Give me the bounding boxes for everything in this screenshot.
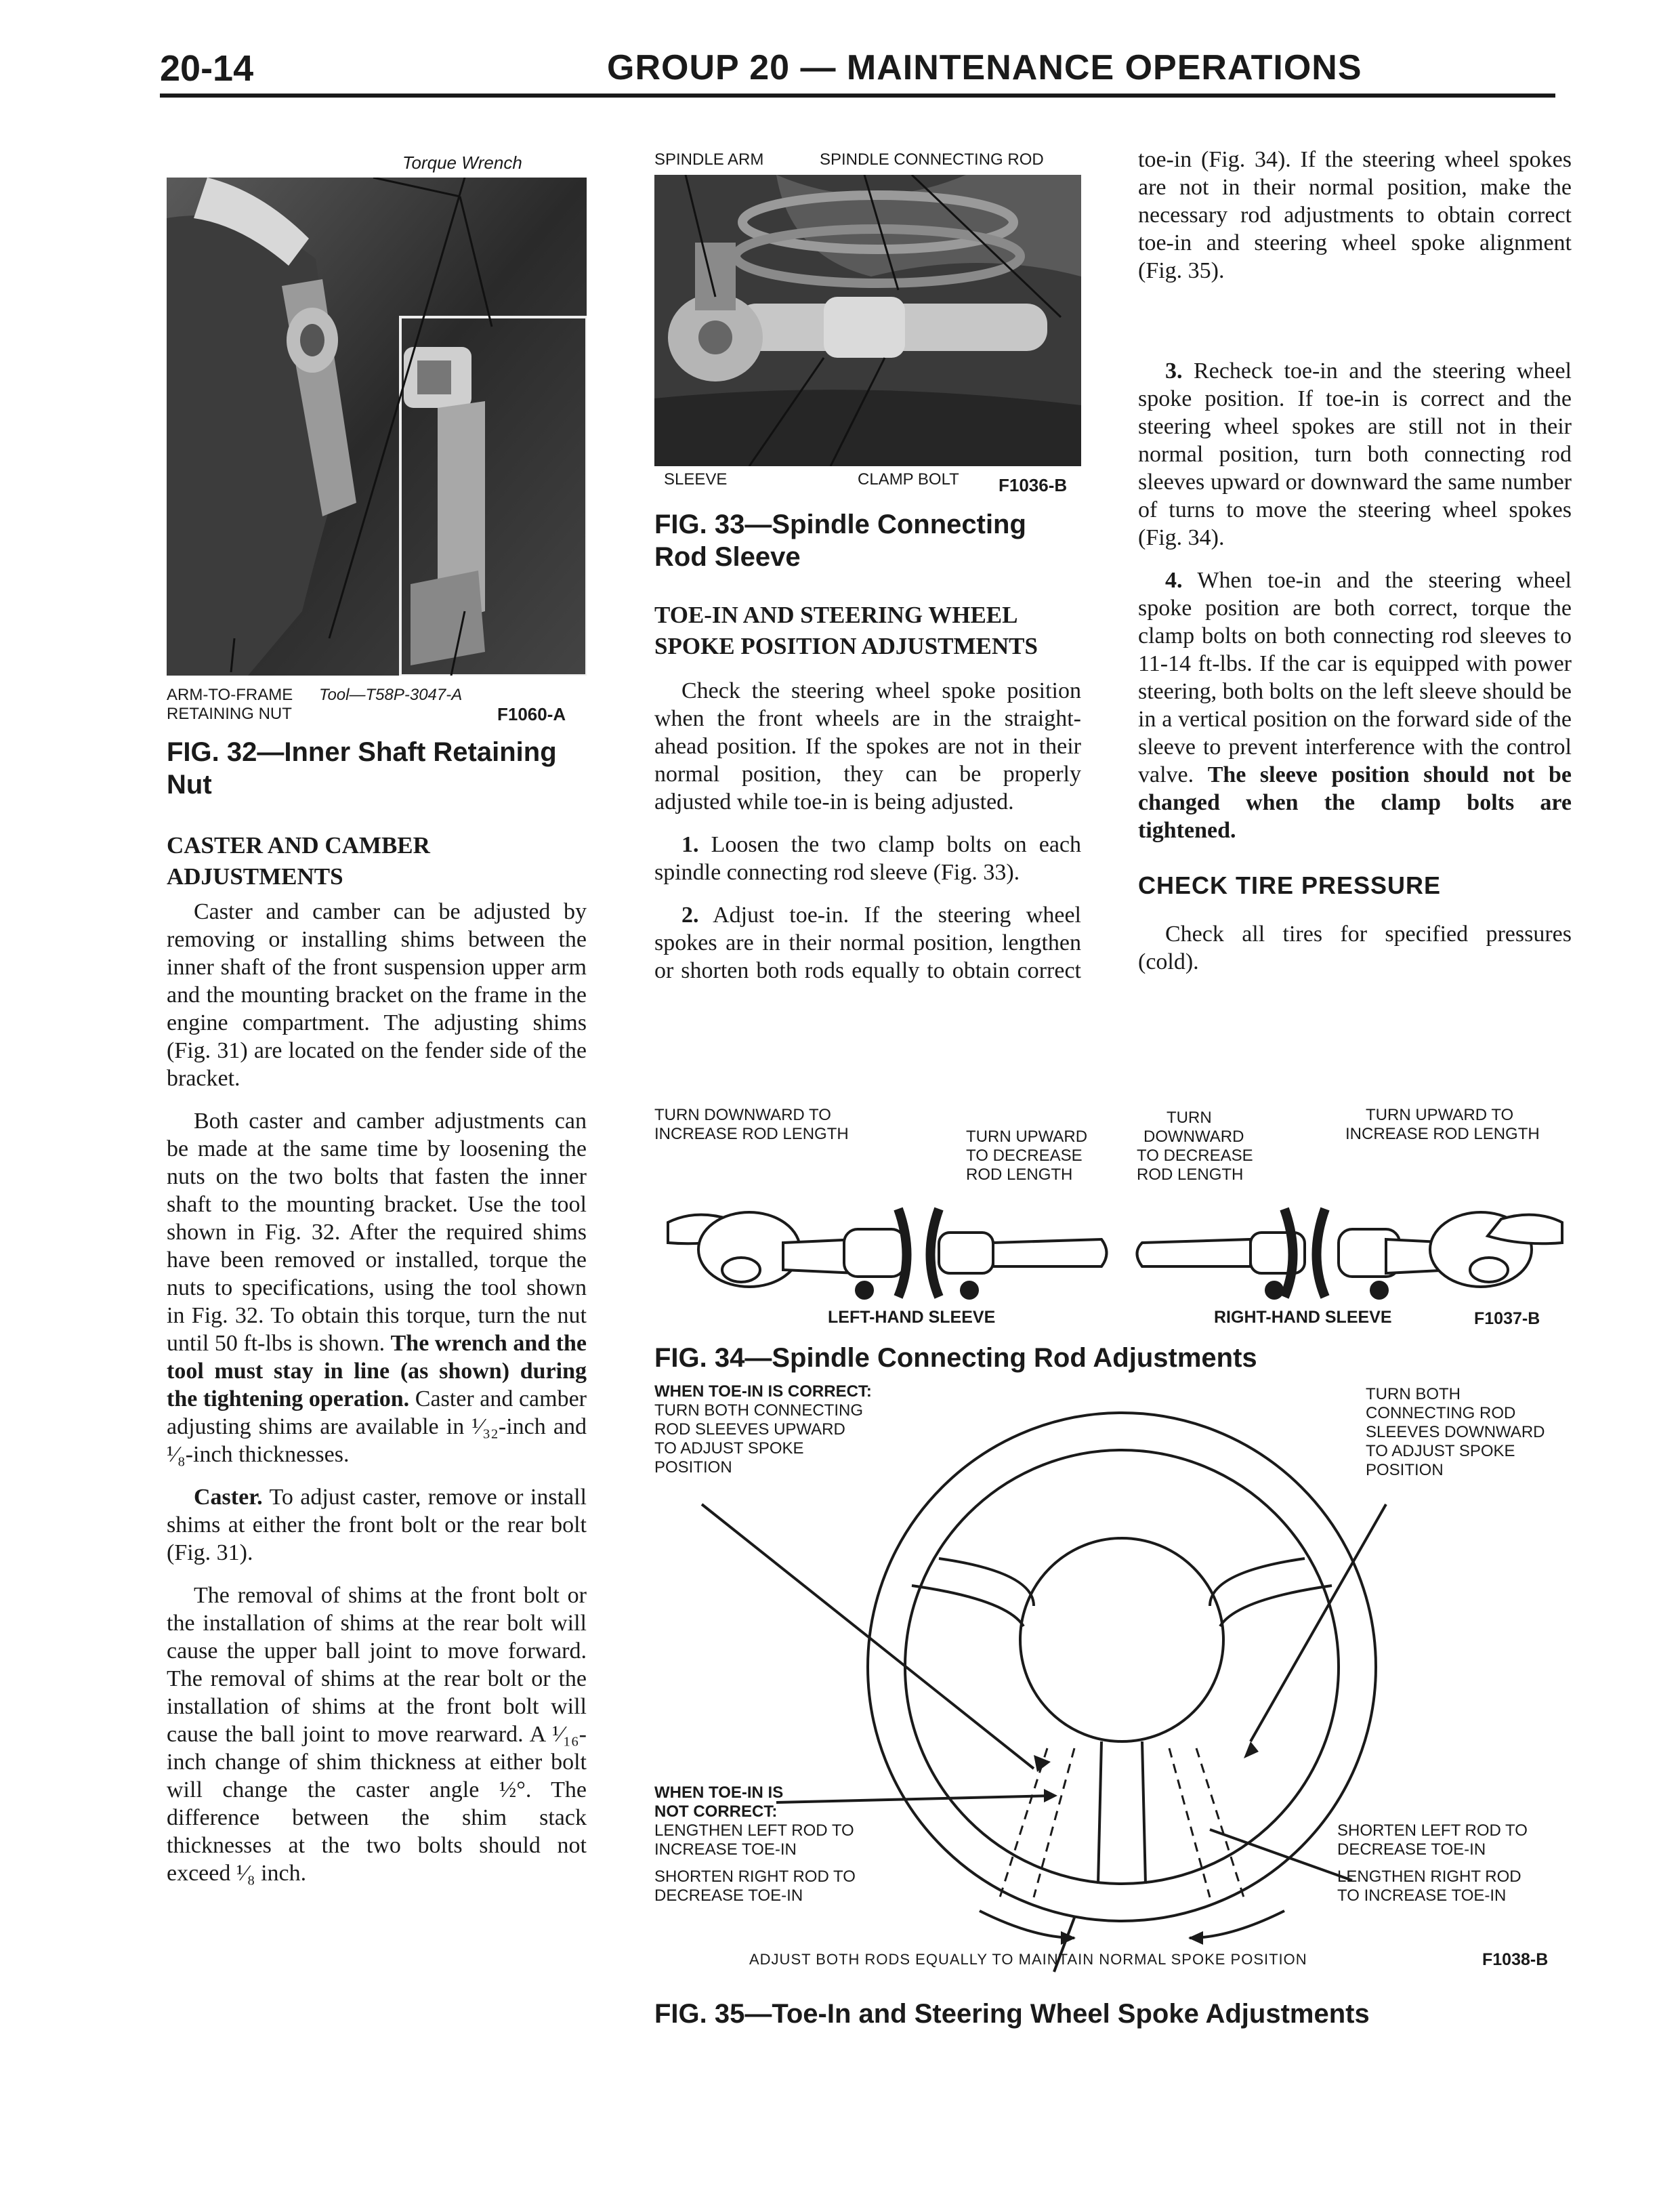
fig32-label-tool: Tool—T58P-3047-A <box>319 686 463 704</box>
fig35-not-head-2: NOT CORRECT: <box>654 1802 778 1821</box>
fig35-right-3: SLEEVES DOWNWARD <box>1366 1423 1545 1441</box>
fig35-r-3: LENGTHEN RIGHT ROD <box>1337 1867 1521 1886</box>
toe-step2-cont <box>1138 146 1572 342</box>
fig34 <box>654 1106 1573 1373</box>
fig35-not-1: LENGTHEN LEFT ROD TO <box>654 1821 854 1840</box>
fig34-caption: FIG. 34—Spindle Connecting Rod Adjustments <box>654 1343 1257 1373</box>
caster-p3-bold: Caster. <box>194 1485 263 1510</box>
fig35-not-2: INCREASE TOE-IN <box>654 1840 797 1859</box>
fig35-r-1: SHORTEN LEFT ROD TO <box>1337 1821 1528 1840</box>
toe-step3-num: 3. <box>1165 358 1183 384</box>
fig35-not-head-1: WHEN TOE-IN IS <box>654 1783 784 1802</box>
header-rule <box>160 94 1555 98</box>
fig33-label-sleeve: SLEEVE <box>664 470 728 489</box>
fig32-photo-drawing <box>167 178 587 676</box>
toe-step1-num: 1. <box>681 832 699 857</box>
toe-step4-num: 4. <box>1165 568 1183 593</box>
fig33-caption: FIG. 33—Spindle Connecting Rod Sleeve <box>654 510 1026 572</box>
fig32-label-torque-wrench: Torque Wrench <box>402 152 522 173</box>
caster-p3-text: To adjust caster, remove or install shims at either the front bolt or the rear bolt (Fig. 31). <box>167 1485 587 1565</box>
fig32-caption: FIG. 32—Inner Shaft Retaining Nut <box>167 737 557 800</box>
fig34-l2a: TURN UPWARD <box>966 1128 1088 1146</box>
fig32-label-nut-2: RETAINING NUT <box>167 705 292 723</box>
caster-p2-bold: The wrench and the tool must stay in line (as shown) during the tightening operation. <box>167 1331 587 1411</box>
fig34-code: F1037-B <box>1474 1309 1540 1328</box>
caster-section <box>167 830 587 1902</box>
caster-p4: The removal of shims at the front bolt or the installation of shims at the rear bolt will cause the upper ball joint to move forward. The removal of shims at the rear bolt or the installation of shims at the front bolt will cause the ball joint to move rearward. A ¹⁄₁₆-inch change of shim thickness at either bolt will change the caster angle ½°. The difference between the shim stack thicknesses at the two bolts should not exceed ¹⁄₈ inch. <box>167 1583 587 1886</box>
fig32-code: F1060-A <box>497 704 566 724</box>
fig34-l4a: TURN UPWARD TO <box>1366 1106 1514 1124</box>
fig34-l1b: INCREASE ROD LENGTH <box>654 1125 849 1143</box>
fig35-not-3: SHORTEN RIGHT ROD TO <box>654 1867 856 1886</box>
fig34-l3b: DOWNWARD <box>1143 1128 1244 1146</box>
fig35-right-5: POSITION <box>1366 1461 1444 1479</box>
toe-step1-text: Loosen the two clamp bolts on each spindle connecting rod sleeve (Fig. 33). <box>654 832 1081 885</box>
fig35-bottom-label: ADJUST BOTH RODS EQUALLY TO MAINTAIN NORMAL SPOKE POSITION <box>749 1951 1307 1968</box>
toe-step3 <box>1138 357 1572 552</box>
fig33-label-connecting-rod: SPINDLE CONNECTING ROD <box>820 150 1044 169</box>
toe-step1 <box>654 831 1081 886</box>
toe-step4-text: When toe-in and the steering wheel spoke position are both correct, torque the clamp bolts on both connecting rod sleeves to 11-14 ft-lbs. If the car is equipped with power steering, both bolts on the left sleeve should be in a vertical position on the forward side of the sleeve to prevent interference with the control valve. <box>1138 568 1572 787</box>
fig35 <box>654 1382 1573 2046</box>
fig33-label-spindle-arm: SPINDLE ARM <box>654 150 764 169</box>
fig35-r-2: DECREASE TOE-IN <box>1337 1840 1486 1859</box>
fig34-l2c: ROD LENGTH <box>966 1165 1073 1184</box>
fig32-photo <box>167 178 587 676</box>
fig35-correct-4: POSITION <box>654 1458 732 1477</box>
fig34-left-sleeve: LEFT-HAND SLEEVE <box>828 1308 996 1327</box>
fig35-correct-3: TO ADJUST SPOKE <box>654 1439 804 1458</box>
tire-heading: CHECK TIRE PRESSURE <box>1138 871 1442 899</box>
fig35-correct-2: ROD SLEEVES UPWARD <box>654 1420 845 1439</box>
fig34-l1a: TURN DOWNWARD TO <box>654 1106 831 1124</box>
group-title: GROUP 20 — MAINTENANCE OPERATIONS <box>607 48 1362 87</box>
toe-step2-cont-body: toe-in (Fig. 34). If the steering wheel spokes are not in their normal position, make the necessary rod adjustments to obtain correct toe-in and steering wheel spoke alignment (Fig. 35). <box>1138 147 1572 283</box>
fig34-l4b: INCREASE ROD LENGTH <box>1345 1125 1540 1143</box>
fig32-label-nut-1: ARM-TO-FRAME <box>167 686 293 704</box>
toe-step2-text: Adjust toe-in. If the steering wheel spokes are in their normal position, lengthen or shorten both rods equally to obtain correct <box>654 903 1081 983</box>
fig33 <box>654 150 1081 584</box>
fig34-l3a: TURN <box>1167 1109 1212 1127</box>
fig34-l2b: TO DECREASE <box>966 1147 1083 1165</box>
fig34-drawing <box>654 1182 1573 1317</box>
fig33-label-clamp-bolt: CLAMP BOLT <box>858 470 959 489</box>
fig33-code: F1036-B <box>999 475 1068 495</box>
caster-heading: CASTER AND CAMBER ADJUSTMENTS <box>167 832 430 890</box>
page-header <box>160 47 1555 95</box>
toe-step2-cont-text <box>1138 146 1572 285</box>
toe-step2-num: 2. <box>681 903 699 928</box>
toe-step2-start <box>654 901 1081 984</box>
caster-p1: Caster and camber can be adjusted by removing or installing shims between the inner shaft of the front suspension upper arm and the mounting bracket on the frame in the engine compartment. The adjusting shims (Fig. 31) are located on the fender side of the bracket. <box>167 899 587 1091</box>
fig35-not-4: DECREASE TOE-IN <box>654 1886 803 1905</box>
toe-p1: Check the steering wheel spoke position when the front wheels are in the straight-ahead position. If the spokes are not in their normal position, they can be properly adjusted while toe-in is being adjusted. <box>654 678 1081 814</box>
caster-p2-b: Caster and camber adjusting shims are available in ¹⁄₃₂-inch and ¹⁄₈-inch thicknesses. <box>167 1386 587 1467</box>
toe-heading: TOE-IN AND STEERING WHEEL SPOKE POSITION ADJUSTMENTS <box>654 602 1038 659</box>
toe-step4-bold: The sleeve position should not be changed when the clamp bolts are tightened. <box>1138 762 1572 843</box>
toe-section-b <box>1138 146 1572 991</box>
toe-step3-text: Recheck toe-in and the steering wheel spoke position. If toe-in is correct and the steering wheel spokes are still not in their normal position, turn both connecting rod sleeves upward or downward the same number of turns to move the steering wheel spokes (Fig. 34). <box>1138 358 1572 550</box>
fig35-code: F1038-B <box>1482 1950 1549 1969</box>
tire-p1: Check all tires for specified pressures (cold). <box>1138 922 1572 974</box>
fig35-caption: FIG. 35—Toe-In and Steering Wheel Spoke Adjustments <box>654 1999 1370 2029</box>
fig34-right-sleeve: RIGHT-HAND SLEEVE <box>1214 1308 1392 1327</box>
caster-p2-a: Both caster and camber adjustments can be made at the same time by loosening the nuts on the two bolts that fasten the inner shaft to the mounting bracket. Use the tool shown in Fig. 32. After the required shims have been removed or installed, torque the nuts to specifications, using the tool shown in Fig. 32. To obtain this torque, turn the nut until 50 ft-lbs is shown. <box>167 1109 587 1356</box>
page-number: 20-14 <box>160 48 254 89</box>
caster-p2 <box>167 1107 587 1468</box>
fig34-l3c: TO DECREASE <box>1137 1147 1253 1165</box>
toe-section-a <box>654 600 1081 999</box>
fig35-correct-1: TURN BOTH CONNECTING <box>654 1401 863 1420</box>
caster-p3 <box>167 1483 587 1567</box>
fig34-l3d: ROD LENGTH <box>1137 1165 1244 1184</box>
fig32 <box>167 149 587 800</box>
fig33-photo-drawing <box>654 175 1081 466</box>
fig33-photo <box>654 175 1081 466</box>
toe-step4 <box>1138 566 1572 844</box>
fig35-right-2: CONNECTING ROD <box>1366 1404 1516 1422</box>
fig35-right-1: TURN BOTH <box>1366 1385 1461 1403</box>
fig35-right-4: TO ADJUST SPOKE <box>1366 1442 1515 1460</box>
fig35-correct-head: WHEN TOE-IN IS CORRECT: <box>654 1382 872 1401</box>
fig35-r-4: TO INCREASE TOE-IN <box>1337 1886 1507 1905</box>
